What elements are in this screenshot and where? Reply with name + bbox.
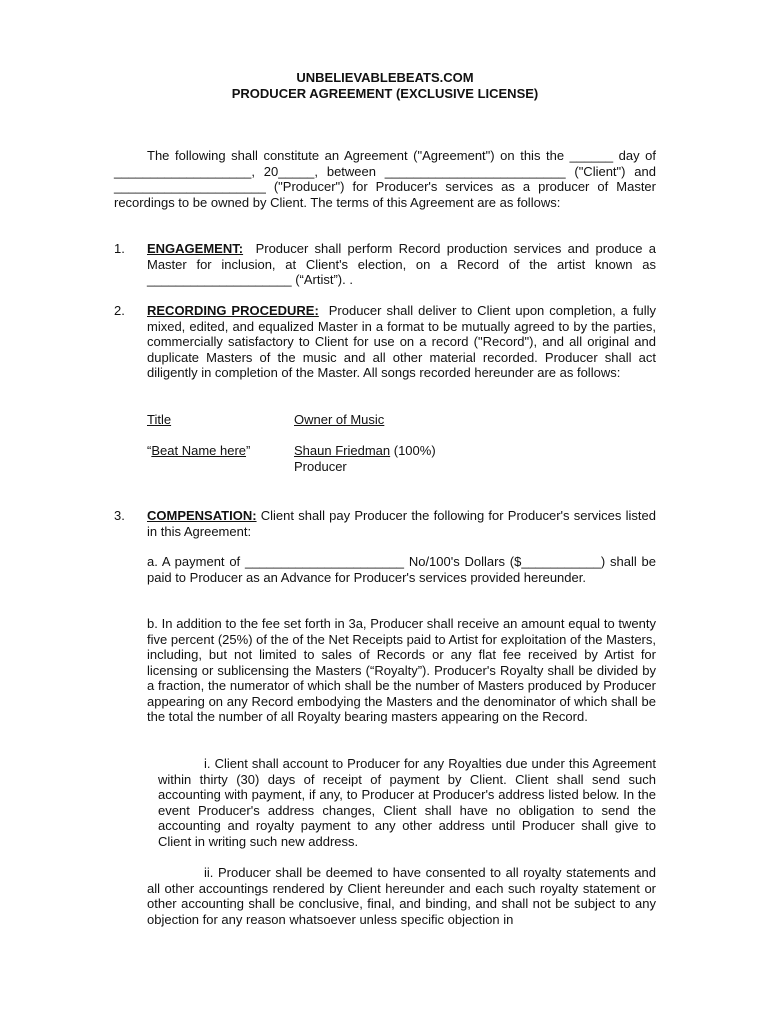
section-heading: ENGAGEMENT: <box>147 241 244 256</box>
section-text: Producer shall deliver to Client upon completion, a fully mixed, edited, and equalized Master in a format to be mutually agreed to by the parties, commercially satisfactory to Client for use on a record ("Record"), and all original and duplicate Masters of the music and all other material recorded. Producer shall act diligently in completion of the Master. All songs recorded hereunder are as follows: <box>147 303 656 380</box>
section-text: Client shall pay Producer the following for Producer's services listed in this Agreement: <box>147 508 656 539</box>
section-recording-procedure <box>114 303 656 381</box>
document-header <box>0 70 770 102</box>
paragraph-3a: a. A payment of ______________________ No/100's Dollars ($___________) shall be paid to Producer as an Advance for Producer's services provided hereunder. <box>147 554 656 585</box>
section-body <box>147 508 656 539</box>
intro-paragraph: The following shall constitute an Agreement ("Agreement") on this the ______ day of ___________________, 20_____, between _________________________ ("Client") and _____________________ ("Producer") for Producer's services as a producer of Master recordings to be owned by Client. The terms of this Agreement are as follows: <box>114 148 656 210</box>
paragraph-3b-i: i. Client shall account to Producer for any Royalties due under this Agreement within thirty (30) days of receipt of payment by Client. Client shall send such accounting with payment, if any, to Producer at Producer's address listed below. In the event Producer's address changes, Client shall have no obligation to send the accounting and royalty payment to any other address until Producer shall give to Client in writing such new address. <box>158 756 656 849</box>
owner-share: (100%) <box>390 443 436 458</box>
section-engagement <box>114 241 656 288</box>
song-title-cell <box>147 443 250 459</box>
column-owner-header: Owner of Music <box>294 412 385 427</box>
close-quote: ” <box>246 443 251 458</box>
owner-cell <box>294 443 436 474</box>
site-title: UNBELIEVABLEBEATS.COM <box>296 70 474 85</box>
section-body <box>147 241 656 288</box>
section-heading: RECORDING PROCEDURE: <box>147 303 319 318</box>
section-text: Producer shall perform Record production services and produce a Master for inclusion, at Client's election, on a Record of the artist known as ____________________ (“Artist”). . <box>147 241 656 287</box>
open-quote: “ <box>147 443 152 458</box>
song-title: Beat Name here <box>151 443 247 458</box>
owner-name: Shaun Friedman <box>294 443 391 458</box>
section-number: 3. <box>114 508 125 523</box>
section-compensation <box>114 508 656 539</box>
agreement-title: PRODUCER AGREEMENT (EXCLUSIVE LICENSE) <box>231 86 539 101</box>
paragraph-3b-ii: ii. Producer shall be deemed to have consented to all royalty statements and all other accountings rendered by Client hereunder and each such royalty statement or other accounting shall be conclusive, final, and binding, and shall not be subject to any objection for any reason whatsoever unless specific objection in <box>147 865 656 927</box>
section-body <box>147 303 656 381</box>
owner-role: Producer <box>294 458 347 474</box>
section-number: 1. <box>114 241 125 256</box>
section-heading: COMPENSATION: <box>147 508 257 523</box>
paragraph-3b: b. In addition to the fee set forth in 3a, Producer shall receive an amount equal to twenty five percent (25%) of the of the Net Receipts paid to Artist for exploitation of the Masters, including, but not limited to sales of Records or any flat fee received by Artist for licensing or sublicensing the Masters (“Royalty”). Producer's Royalty shall be divided by a fraction, the numerator of which shall be the number of Masters produced by Producer appearing on any Record embodying the Masters and the denominator of which shall be the total the number of all Royalty bearing masters appearing on the Record. <box>147 616 656 724</box>
section-number: 2. <box>114 303 125 318</box>
column-title-header: Title <box>147 412 172 427</box>
